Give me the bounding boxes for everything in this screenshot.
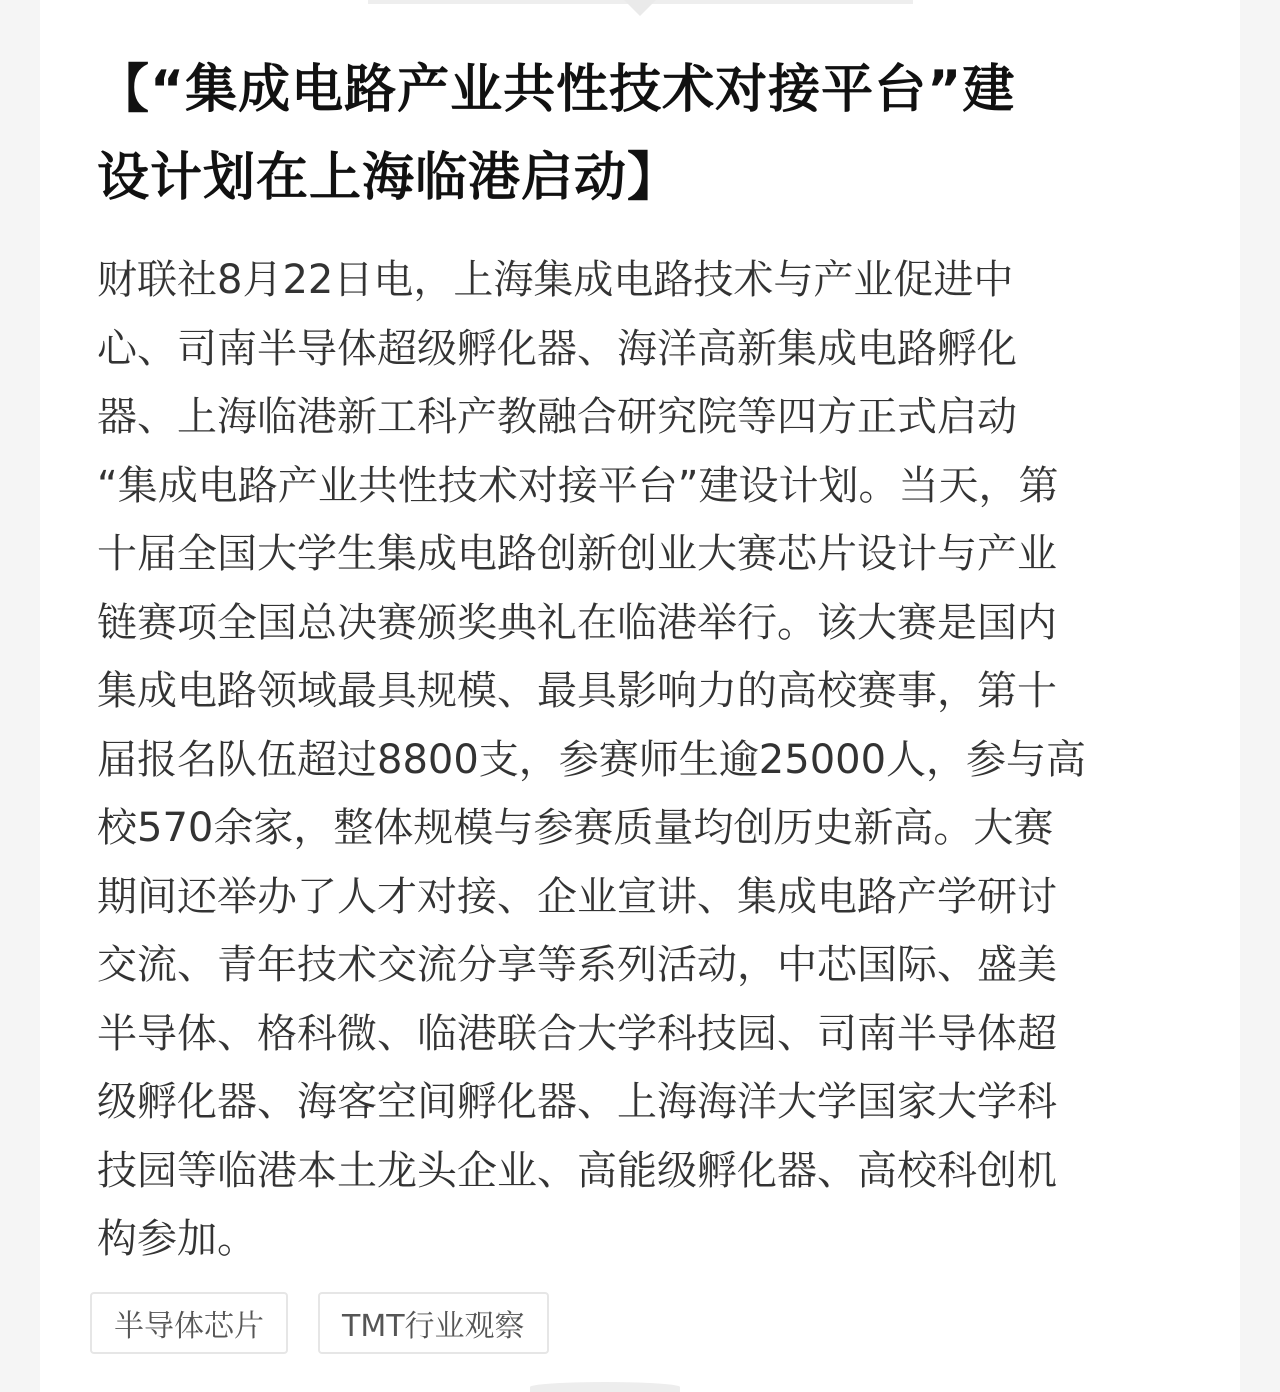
article-body: 财联社8月22日电，上海集成电路技术与产业促进中 心、司南半导体超级孵化器、海洋高新集成电路孵化 器、上海临港新工科产教融合研究院等四方正式启动 “集成电路产业共性技术对接平台”建设计划。当天，第 十届全国大学生集成电路创新创业大赛芯片设计与产业 链赛项全国总决赛颁奖典礼在临港举行。该大赛是国内 集成电路领域最具规模、最具影响力的高校赛事，第十 届报名队伍超过8800支，参赛师生逾25000人，参与高 校570余家，整体规模与参赛质量均创历史新高。大赛 期间还举办了人才对接、企业宣讲、集成电路产学研讨 交流、青年技术交流分享等系列活动，中芯国际、盛美 半导体、格科微、临港联合大学科技园、司南半导体超 级孵化器、海客空间孵化器、上海海洋大学国家大学科 技园等临港本土龙头企业、高能级孵化器、高校科创机 构参加。 <box>97 257 1087 1262</box>
bottom-indicator <box>530 1382 680 1392</box>
tag-list <box>90 1292 549 1354</box>
tag-semiconductor-chip[interactable]: 半导体芯片 <box>90 1292 288 1354</box>
top-notch-indicator <box>624 0 656 16</box>
article-card <box>40 0 1240 1392</box>
tag-tmt-industry[interactable]: TMT行业观察 <box>318 1292 549 1354</box>
article-title: 【“集成电路产业共性技术对接平台”建 设计划在上海临港启动】 <box>97 60 1016 208</box>
